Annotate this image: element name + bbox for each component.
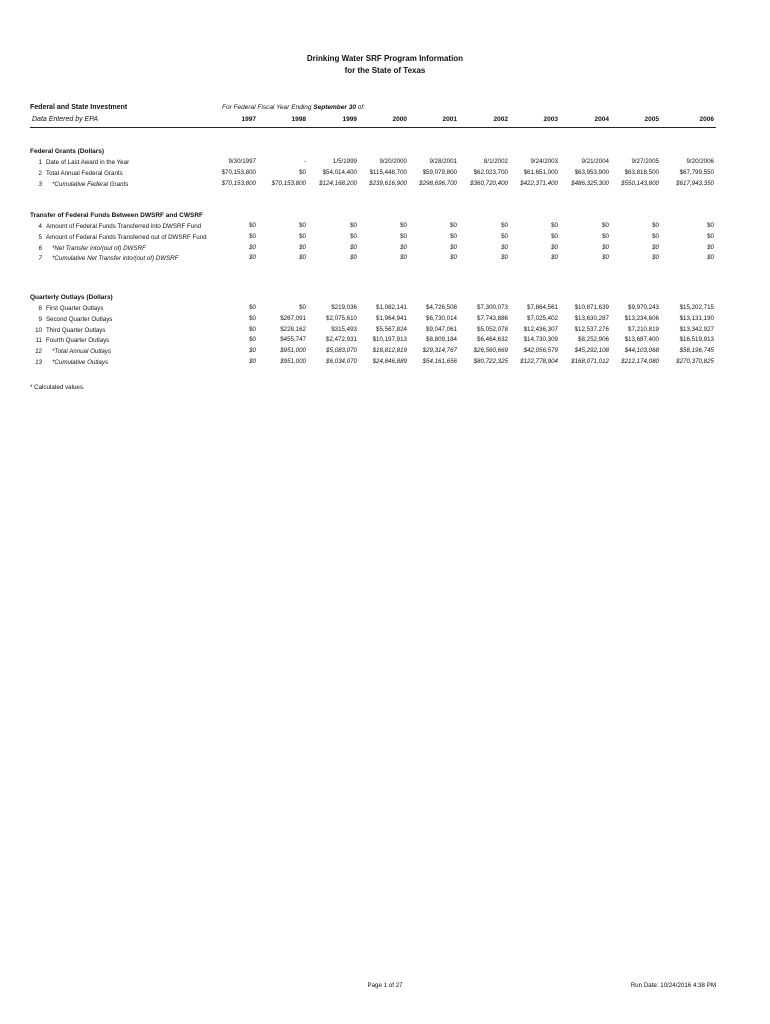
table-cell: $122,778,904 (520, 358, 558, 365)
row-label-10 (30, 326, 106, 337)
table-cell: $219,036 (331, 304, 357, 311)
table-cell: $0 (501, 232, 508, 240)
row-label-1 (30, 158, 129, 169)
table-cell: $8,252,906 (578, 336, 609, 344)
row-label-8 (30, 304, 103, 315)
row-number: 13 (35, 359, 42, 366)
table-cell: $54,014,400 (322, 168, 357, 176)
table-cell: $0 (350, 254, 357, 262)
row-label-text: Amount of Federal Funds Transferred out of DWSRF Fund (46, 233, 207, 241)
table-cell: $0 (450, 243, 457, 251)
year-header-1999: 1999 (342, 116, 357, 123)
fy-prefix: For Federal Fiscal Year Ending (222, 104, 314, 111)
table-cell: $5,052,078 (477, 325, 508, 333)
row-label-4 (30, 222, 201, 233)
table-cell: $15,202,715 (679, 304, 714, 311)
table-cell: $24,846,889 (372, 358, 407, 365)
fy-suffix: of: (355, 104, 365, 111)
header-investment-label: Federal and State Investment (30, 104, 128, 111)
table-cell: 9/27/2005 (631, 158, 659, 165)
footnote: * Calculated values. (30, 384, 85, 391)
table-cell: $59,079,800 (422, 168, 457, 176)
table-cell: $0 (400, 232, 407, 240)
table-cell: $0 (350, 243, 357, 251)
table-cell: 9/20/2000 (379, 158, 407, 165)
table-cell: $16,519,913 (679, 336, 714, 344)
table-cell: $951,000 (280, 358, 306, 365)
table-cell: $10,197,913 (372, 336, 407, 344)
table-cell: 9/28/2001 (429, 158, 457, 165)
table-cell: $0 (450, 254, 457, 262)
table-cell: $239,616,900 (369, 179, 407, 187)
table-cell: $7,300,073 (477, 304, 508, 311)
table-cell: $168,071,012 (571, 358, 609, 365)
year-header-2001: 2001 (442, 116, 457, 123)
table-cell: $70,153,800 (271, 179, 306, 187)
section-title: Quarterly Outlays (Dollars) (30, 294, 113, 301)
table-cell: $0 (551, 243, 558, 251)
table-cell: $0 (299, 232, 306, 240)
table-cell: $29,314,767 (422, 347, 457, 355)
table-cell: $4,726,508 (426, 304, 457, 311)
row-label-text: *Cumulative Net Transfer into/(out of) DWSRF (52, 255, 179, 263)
table-cell: $550,143,800 (621, 179, 659, 187)
table-cell: $0 (501, 254, 508, 262)
row-number: 6 (38, 244, 42, 252)
table-cell: $6,034,070 (326, 358, 357, 365)
table-cell: $61,651,000 (523, 168, 558, 176)
table-cell: $0 (602, 222, 609, 229)
table-cell: $0 (400, 254, 407, 262)
table-cell: $9,970,243 (628, 304, 659, 311)
table-cell: $0 (652, 232, 659, 240)
table-cell: $0 (249, 336, 256, 344)
table-cell: $115,448,700 (369, 168, 407, 176)
table-cell: $54,161,656 (422, 358, 457, 365)
table-cell: $0 (249, 304, 256, 311)
table-cell: $422,371,400 (520, 179, 558, 187)
table-cell: $617,943,350 (676, 179, 714, 187)
table-cell: $9,047,061 (426, 325, 457, 333)
row-label-2 (30, 169, 123, 180)
table-cell: 8/1/2002 (483, 158, 508, 165)
row-label-text: *Total Annual Outlays (52, 348, 112, 356)
table-cell: $0 (249, 325, 256, 333)
table-cell: $0 (249, 243, 256, 251)
table-cell: $360,720,400 (470, 179, 508, 187)
table-cell: $270,370,825 (676, 358, 714, 365)
table-cell: $486,325,300 (571, 179, 609, 187)
table-cell: 9/21/2004 (581, 158, 609, 165)
table-cell: $124,168,200 (319, 179, 357, 187)
table-cell: $298,696,700 (419, 179, 457, 187)
table-cell: $67,799,550 (679, 168, 714, 176)
table-cell: $14,730,309 (523, 336, 558, 344)
report-title (0, 53, 770, 77)
table-cell: $70,153,800 (221, 168, 256, 176)
row-number: 11 (35, 337, 42, 345)
table-cell: $44,103,068 (624, 347, 659, 355)
table-cell: $10,871,639 (574, 304, 609, 311)
row-number: 2 (38, 169, 42, 177)
table-cell: 1/5/1999 (332, 158, 357, 165)
table-cell: $0 (707, 243, 714, 251)
table-cell: $63,818,500 (624, 168, 659, 176)
table-cell: $2,472,931 (326, 336, 357, 344)
row-label-text: *Cumulative Outlays (52, 359, 109, 366)
table-cell: $0 (400, 243, 407, 251)
table-cell: $0 (707, 232, 714, 240)
table-cell: $0 (350, 222, 357, 229)
row-label-12 (30, 347, 111, 358)
row-label-13 (30, 358, 108, 369)
table-cell: $45,292,108 (574, 347, 609, 355)
table-cell: $228,162 (280, 325, 306, 333)
table-cell: $0 (602, 254, 609, 262)
table-cell: $42,056,579 (523, 347, 558, 355)
table-cell: $8,809,184 (426, 336, 457, 344)
row-number: 9 (38, 315, 42, 323)
run-date: Run Date: 10/24/2016 4:38 PM (630, 982, 716, 989)
table-cell: $0 (707, 254, 714, 262)
fy-bold: September 30 (313, 104, 356, 111)
year-header-2004: 2004 (594, 116, 609, 123)
row-label-text: Total Annual Federal Grants (46, 169, 123, 177)
table-cell: $12,436,307 (523, 325, 558, 333)
table-cell: $951,000 (280, 347, 306, 355)
table-cell: $0 (450, 222, 457, 229)
row-number: 12 (35, 348, 42, 356)
table-cell: $0 (652, 243, 659, 251)
row-label-text: *Cumulative Federal Grants (52, 180, 129, 188)
table-cell: $1,964,941 (376, 314, 407, 322)
row-label-11 (30, 336, 109, 347)
table-cell: $0 (551, 222, 558, 229)
table-cell: $0 (652, 254, 659, 262)
table-cell: $6,464,632 (477, 336, 508, 344)
table-cell: $0 (249, 254, 256, 262)
row-number: 7 (38, 255, 42, 263)
table-cell: $0 (299, 168, 306, 176)
table-cell: $0 (551, 254, 558, 262)
table-cell: $5,567,824 (376, 325, 407, 333)
table-cell: $0 (249, 232, 256, 240)
year-header-2003: 2003 (543, 116, 558, 123)
table-cell: $2,075,610 (326, 314, 357, 322)
row-label-3 (30, 180, 128, 191)
table-cell: $13,342,927 (679, 325, 714, 333)
table-cell: $0 (551, 232, 558, 240)
row-number: 8 (38, 305, 42, 312)
table-cell: 9/24/2003 (530, 158, 558, 165)
table-cell: $0 (652, 222, 659, 229)
table-cell: $0 (299, 254, 306, 262)
row-label-5 (30, 233, 207, 244)
table-cell: $13,131,190 (679, 314, 714, 322)
row-number: 1 (38, 159, 42, 166)
table-cell: $0 (299, 243, 306, 251)
table-cell: $13,234,606 (624, 314, 659, 322)
table-cell: $26,560,669 (473, 347, 508, 355)
section-title: Federal Grants (Dollars) (30, 148, 105, 155)
table-cell: $18,812,819 (372, 347, 407, 355)
table-cell: $0 (249, 314, 256, 322)
row-label-text: Second Quarter Outlays (46, 315, 113, 323)
row-label-text: Amount of Federal Funds Transferred into DWSRF Fund (46, 223, 202, 230)
table-cell: $0 (602, 243, 609, 251)
table-cell: $0 (350, 232, 357, 240)
row-label-text: *Net Transfer into/(out of) DWSRF (52, 244, 146, 252)
row-number: 3 (38, 180, 42, 188)
table-cell: $267,091 (280, 314, 306, 322)
table-cell: $7,210,819 (628, 325, 659, 333)
table-cell: $0 (707, 222, 714, 229)
table-cell: $0 (501, 243, 508, 251)
header-left (30, 102, 127, 126)
table-cell: $62,023,700 (473, 168, 508, 176)
table-cell: $1,082,141 (376, 304, 407, 311)
table-cell: $58,196,745 (679, 347, 714, 355)
row-label-text: First Quarter Outlays (46, 305, 104, 312)
title-line-1: Drinking Water SRF Program Information (306, 54, 464, 63)
year-header-2005: 2005 (644, 116, 659, 123)
table-cell: $455,747 (280, 336, 306, 344)
row-label-6 (30, 244, 146, 255)
table-cell: - (303, 158, 306, 165)
header-rule (30, 127, 716, 128)
table-cell: $7,743,886 (477, 314, 508, 322)
table-cell: $12,537,276 (574, 325, 609, 333)
table-cell: $0 (249, 222, 256, 229)
year-header-2000: 2000 (392, 116, 407, 123)
table-cell: $13,687,400 (624, 336, 659, 344)
row-number: 5 (38, 233, 42, 241)
year-header-2006: 2006 (699, 116, 714, 123)
table-cell: 9/20/2006 (686, 158, 714, 165)
table-cell: $70,153,800 (221, 179, 256, 187)
table-cell: $0 (400, 222, 407, 229)
page-number: Page 1 of 27 (367, 982, 403, 989)
table-cell: $13,630,287 (574, 314, 609, 322)
row-label-text: Date of Last Award in the Year (46, 159, 130, 166)
table-cell: $7,864,561 (527, 304, 558, 311)
table-cell: $7,025,402 (527, 314, 558, 322)
year-header-1997: 1997 (241, 116, 256, 123)
year-header-1998: 1998 (291, 116, 306, 123)
table-cell: $6,730,014 (426, 314, 457, 322)
table-cell: $5,083,070 (326, 347, 357, 355)
row-label-9 (30, 315, 112, 326)
table-cell: $80,722,325 (473, 358, 508, 365)
row-number: 4 (38, 223, 42, 230)
table-cell: $0 (299, 222, 306, 229)
table-cell: $0 (249, 347, 256, 355)
row-label-7 (30, 254, 178, 265)
table-cell: $0 (501, 222, 508, 229)
header-data-source: Data Entered by EPA (32, 116, 99, 123)
table-cell: $63,953,900 (574, 168, 609, 176)
table-cell: 9/30/1997 (228, 158, 256, 165)
title-line-2: for the State of Texas (344, 66, 426, 75)
table-cell: $315,493 (331, 325, 357, 333)
table-cell: $212,174,080 (621, 358, 659, 365)
year-header-2002: 2002 (493, 116, 508, 123)
table-cell: $0 (602, 232, 609, 240)
table-cell: $0 (450, 232, 457, 240)
fiscal-year-caption (222, 102, 365, 114)
row-label-text: Third Quarter Outlays (46, 326, 106, 334)
row-label-text: Fourth Quarter Outlays (46, 337, 110, 345)
table-cell: $0 (299, 304, 306, 311)
section-title: Transfer of Federal Funds Between DWSRF and CWSRF (30, 212, 203, 219)
table-cell: $0 (249, 358, 256, 365)
row-number: 10 (35, 326, 42, 334)
